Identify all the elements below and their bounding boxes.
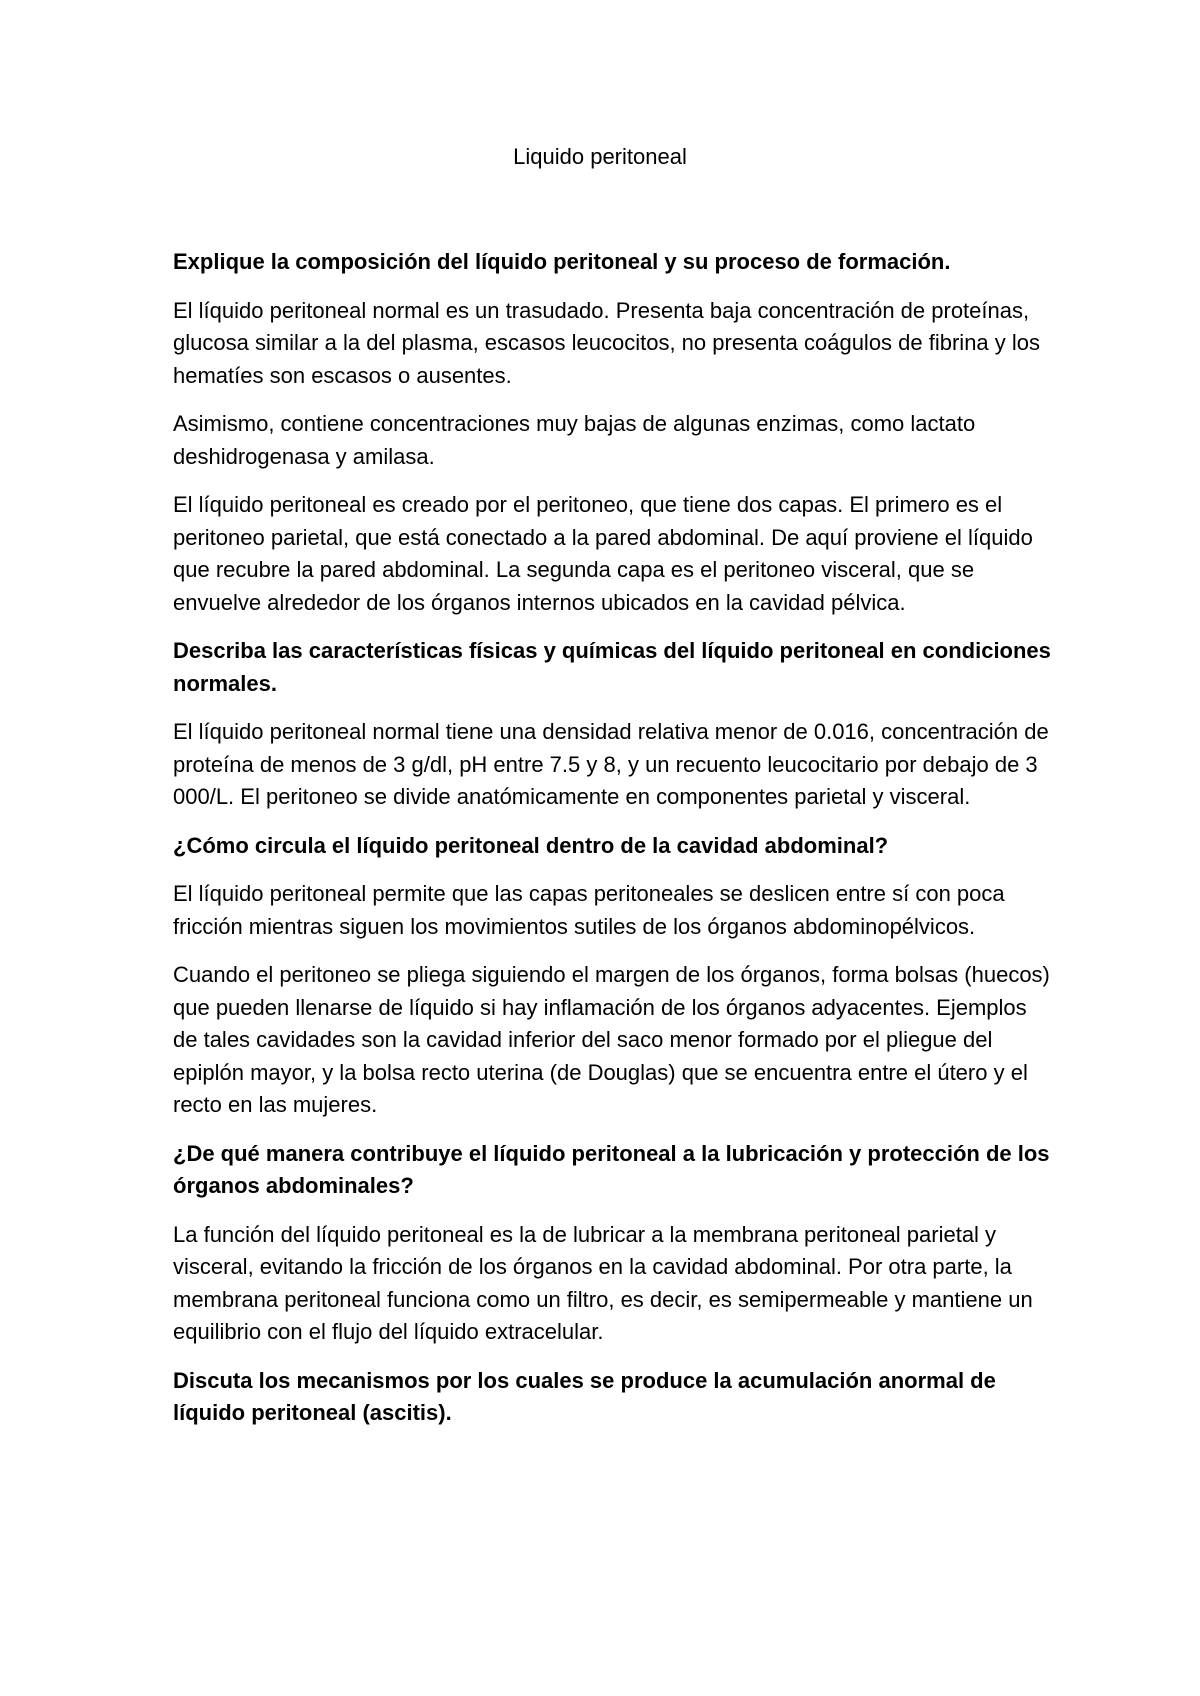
section-caracteristicas bbox=[173, 635, 1053, 814]
section-ascitis bbox=[173, 1365, 1053, 1430]
section-heading: Explique la composición del líquido peritoneal y su proceso de formación. bbox=[173, 249, 951, 274]
document-body bbox=[173, 246, 1053, 1446]
section-circulacion bbox=[173, 830, 1053, 1122]
section-heading: Discuta los mecanismos por los cuales se produce la acumulación anormal de líquido peritoneal (ascitis). bbox=[173, 1367, 996, 1425]
section-composicion bbox=[173, 246, 1053, 619]
section-lubricacion bbox=[173, 1138, 1053, 1349]
paragraph: El líquido peritoneal permite que las capas peritoneales se deslicen entre sí con poca fricción mientras siguen los movimientos sutiles de los órganos abdominopélvicos. bbox=[173, 881, 1005, 939]
paragraph: Cuando el peritoneo se pliega siguiendo el margen de los órganos, forma bolsas (huecos) que pueden llenarse de líquido si hay inflamación de los órganos adyacentes. Ejemplos de tales cavidades son la cavidad inferior del saco menor formado por el pliegue del epiplón mayor, y la bolsa recto uterina (de Douglas) que se encuentra entre el útero y el recto en las mujeres. bbox=[173, 962, 1050, 1117]
section-heading: ¿Cómo circula el líquido peritoneal dentro de la cavidad abdominal? bbox=[173, 832, 889, 858]
paragraph: El líquido peritoneal normal tiene una densidad relativa menor de 0.016, concentración de proteína de menos de 3 g/dl, pH entre 7.5 y 8, y un recuento leucocitario por debajo de 3 000/L. El peritoneo se divide anatómicamente en componentes parietal y visceral. bbox=[173, 719, 1049, 809]
paragraph: El líquido peritoneal normal es un trasudado. Presenta baja concentración de proteínas, glucosa similar a la del plasma, escasos leucocitos, no presenta coágulos de fibrina y los hematíes son escasos o ausentes. bbox=[173, 297, 1041, 388]
document-title: Liquido peritoneal bbox=[513, 144, 687, 169]
paragraph: El líquido peritoneal es creado por el peritoneo, que tiene dos capas. El primero es el peritoneo parietal, que está conectado a la pared abdominal. De aquí proviene el líquido que recubre la pared abdominal. La segunda capa es el peritoneo visceral, que se envuelve alrededor de los órganos internos ubicados en la cavidad pélvica. bbox=[173, 492, 1033, 615]
paragraph: La función del líquido peritoneal es la de lubricar a la membrana peritoneal parietal y visceral, evitando la fricción de los órganos en la cavidad abdominal. Por otra parte, la membrana peritoneal funciona como un filtro, es decir, es semipermeable y mantiene un equilibrio con el flujo del líquido extracelular. bbox=[173, 1221, 1033, 1344]
section-heading: ¿De qué manera contribuye el líquido peritoneal a la lubricación y protección de los órganos abdominales? bbox=[173, 1140, 1050, 1198]
paragraph: Asimismo, contiene concentraciones muy bajas de algunas enzimas, como lactato deshidrogenasa y amilasa. bbox=[173, 411, 976, 469]
section-heading: Describa las características físicas y químicas del líquido peritoneal en condiciones normales. bbox=[173, 638, 1051, 696]
